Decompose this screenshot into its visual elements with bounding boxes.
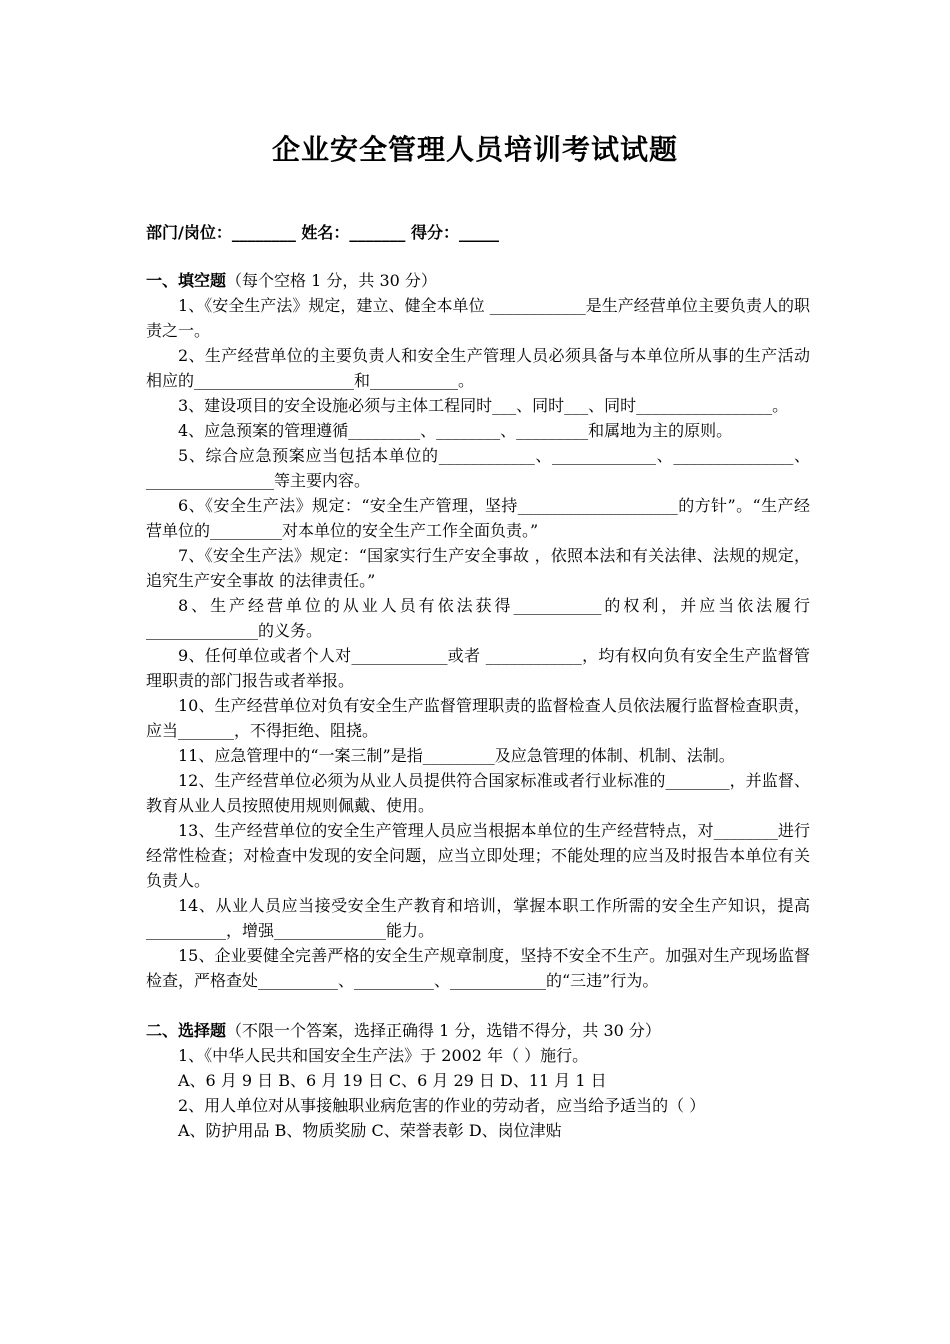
fill-in-question-13: 13、生产经营单位的安全生产管理人员应当根据本单位的生产经营特点，对________进行经常性检查；对检查中发现的安全问题，应当立即处理；不能处理的应当及时报告本单位有关负责人。 [146, 821, 810, 890]
choice-question-2: 2、用人单位对从事接触职业病危害的作业的劳动者，应当给予适当的（ ） [178, 1096, 706, 1115]
fill-in-question-10: 10、生产经营单位对负有安全生产监督管理职责的监督检查人员依法履行监督检查职责，应当_______，不得拒绝、阻挠。 [146, 696, 810, 740]
fill-in-question-2: 2、生产经营单位的主要负责人和安全生产管理人员必须具备与本单位所从事的生产活动相应的____________________和___________。 [146, 346, 810, 390]
choice-section [146, 1018, 810, 1143]
fill-in-heading: 一、填空题 [146, 271, 227, 290]
choice-question-1-options: A、6 月 9 日 B、6 月 19 日 C、6 月 29 日 D、11 月 1 日 [178, 1071, 607, 1090]
exam-info-line: 部门/岗位：________ 姓名：_______ 得分：_____ [146, 223, 499, 242]
choice-heading: 二、选择题 [146, 1021, 227, 1040]
fill-in-question-14: 14、从业人员应当接受安全生产教育和培训，掌握本职工作所需的安全生产知识，提高__________，增强______________能力。 [146, 896, 810, 940]
fill-in-question-7: 7、《安全生产法》规定：“国家实行生产安全事故 ，依照本法和有关法律、法规的规定，追究生产安全事故 的法律责任。” [146, 546, 810, 590]
fill-in-question-12: 12、生产经营单位必须为从业人员提供符合国家标准或者行业标准的________，并监督、教育从业人员按照使用规则佩戴、使用。 [146, 771, 810, 815]
fill-in-question-15: 15、企业要健全完善严格的安全生产规章制度，坚持不安全不生产。加强对生产现场监督检查，严格查处__________、__________、____________的“三违”行为。 [146, 946, 810, 990]
choice-note: （不限一个答案，选择正确得 1 分，选错不得分，共 30 分） [226, 1021, 661, 1040]
fill-in-question-11: 11、应急管理中的“一案三制”是指_________及应急管理的体制、机制、法制。 [178, 746, 735, 765]
choice-question-2-options: A、防护用品 B、物质奖励 C、荣誉表彰 D、岗位津贴 [178, 1121, 562, 1140]
fill-in-section [146, 268, 810, 993]
fill-in-question-6: 6、《安全生产法》规定：“安全生产管理，坚持____________________的方针”。“生产经营单位的_________对本单位的安全生产工作全面负责。” [146, 496, 810, 540]
choice-section-header [146, 1018, 810, 1043]
choice-question-1: 1、《中华人民共和国安全生产法》于 2002 年（ ）施行。 [178, 1046, 589, 1065]
fill-in-question-4: 4、应急预案的管理遵循_________、________、_________和属地为主的原则。 [178, 421, 733, 440]
fill-in-question-9: 9、任何单位或者个人对____________或者 ____________，均有权向负有安全生产监督管理职责的部门报告或者举报。 [146, 646, 810, 690]
fill-in-question-8: 8、生产经营单位的从业人员有依法获得___________的权利，并应当依法履行______________的义务。 [146, 596, 810, 640]
fill-in-note: （每个空格 1 分，共 30 分） [226, 271, 437, 290]
section-gap [146, 993, 810, 1018]
exam-title: 企业安全管理人员培训考试试题 [271, 133, 678, 166]
fill-in-question-1: 1、《安全生产法》规定，建立、健全本单位 ____________是生产经营单位主要负责人的职责之一。 [146, 296, 810, 340]
fill-in-question-5: 5、综合应急预案应当包括本单位的____________、_____________、_______________、________________等主要内容。 [146, 446, 810, 490]
fill-in-question-3: 3、建设项目的安全设施必须与主体工程同时___、同时___、同时_________________。 [178, 396, 789, 415]
exam-content [146, 268, 810, 1143]
fill-in-section-header [146, 268, 810, 293]
